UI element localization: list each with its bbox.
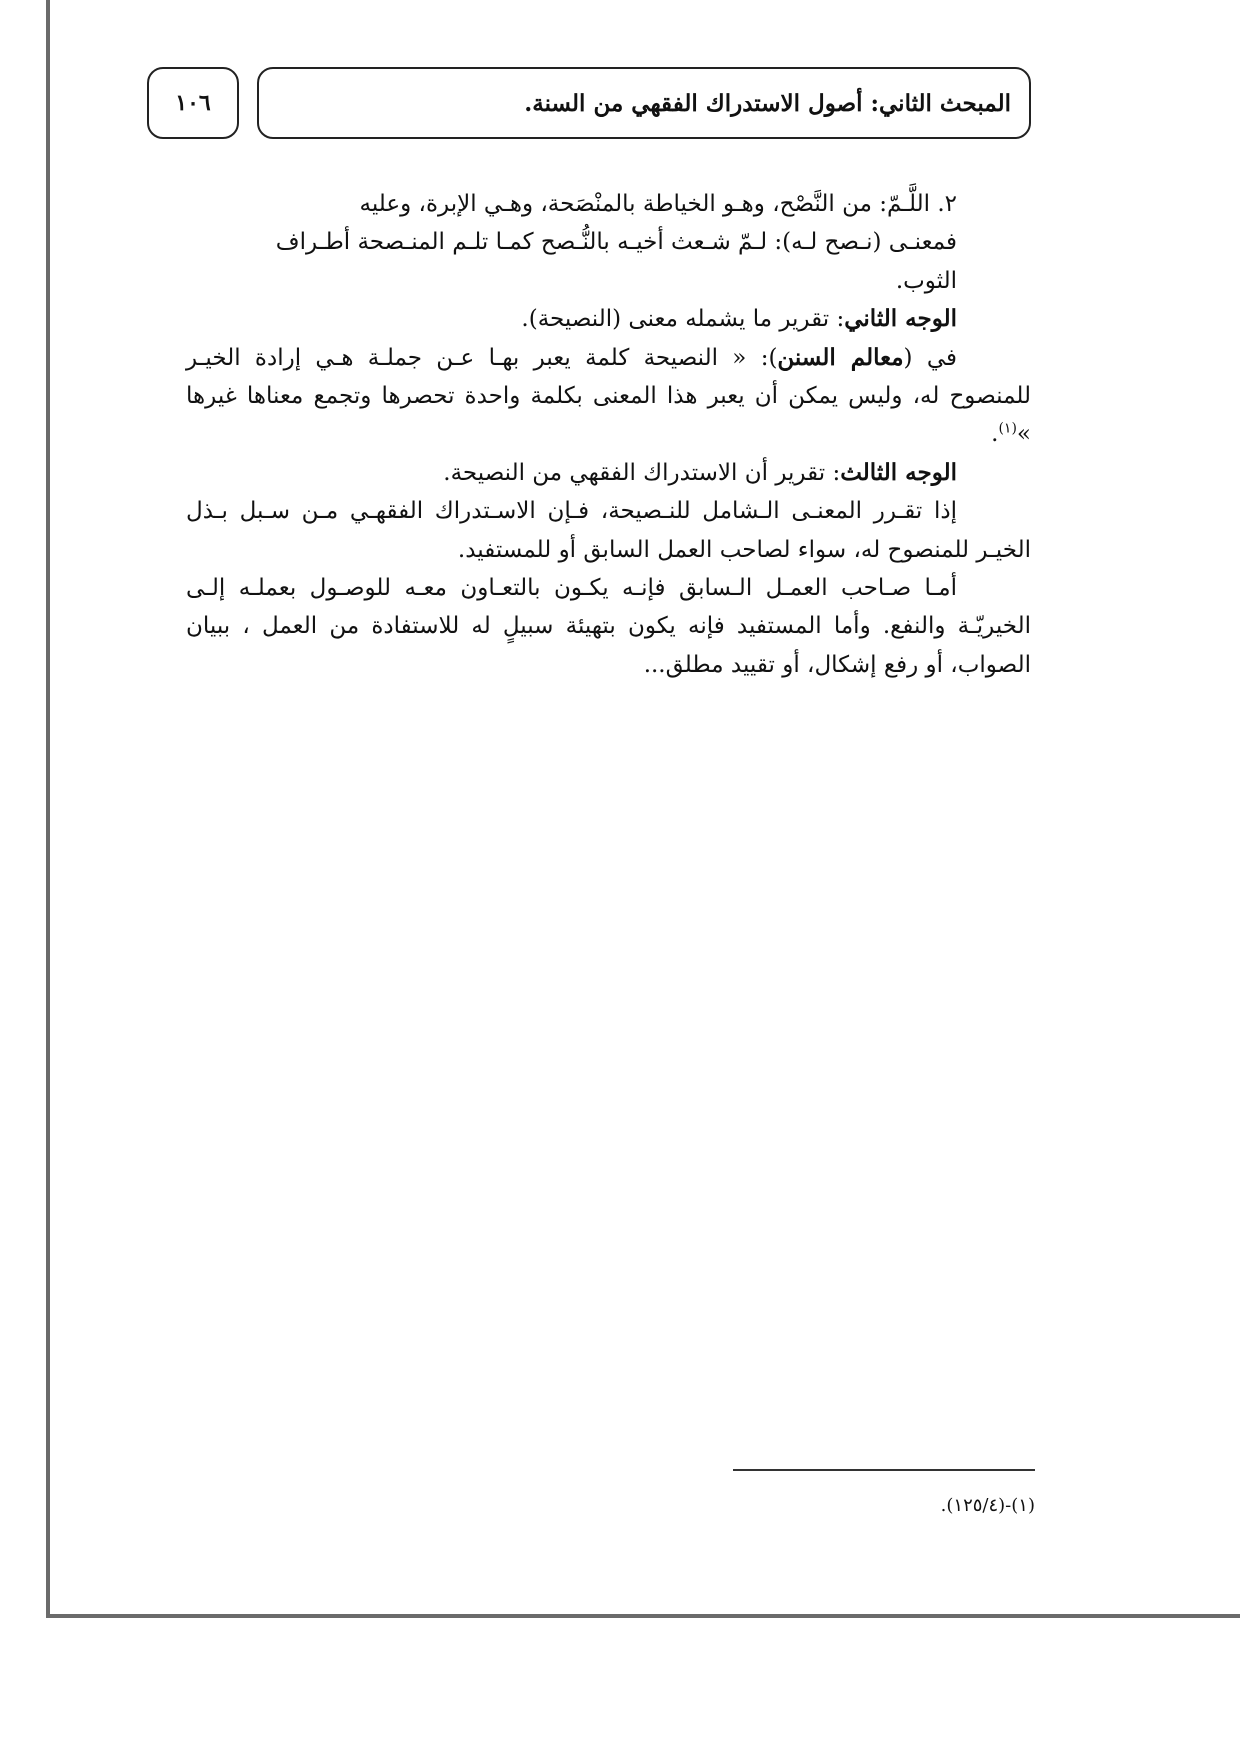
page-number: ١٠٦ (147, 67, 239, 139)
paragraph-3: إذا تقـرر المعنـى الـشامل للنـصيحة، فـإن الاسـتدراك الفقهـي مـن سـبل بـذل الخيـر للمنصوح له، سواء لصاحب العمل السابق أو للمستفيد. (186, 498, 1031, 563)
item-2-line-1: ٢. اللَّـمّ: من النَّصْح، وهـو الخياطة بالمنْصَحة، وهـي الإبرة، وعليه (359, 191, 957, 217)
page-frame-bottom (46, 1614, 1240, 1618)
section-2-heading (186, 300, 1031, 338)
main-text (186, 185, 1031, 684)
quote-text: ): « النصيحة كلمة يعبر بهـا عـن جملـة هـي إرادة الخيـر للمنصوح له، وليس يمكن أن يعبر هذا المعنى بكلمة واحدة تحصرها وتجمع معناها غيرها » (186, 344, 1031, 448)
section-3-rest: : تقرير أن الاستدراك الفقهي من النصيحة. (443, 459, 841, 486)
section-3-heading (186, 454, 1031, 492)
section-3-title: الوجه الثالث (840, 458, 957, 486)
page-frame-left (46, 0, 50, 1617)
paragraph-4: أمـا صـاحب العمـل الـسابق فإنـه يكـون بالتعـاون معـه للوصـول بعملـه إلـى الخيريّـة والنفع. وأما المستفيد فإنه يكون بتهيئة سبيلٍ له للاستفادة من العمل ، ببيان الصواب، أو رفع إشكال، أو تقييد مطلق... (186, 575, 1031, 678)
quote-paragraph (186, 339, 1031, 454)
item-2-line-3: الثوب. (895, 267, 957, 294)
quote-pre: في ( (903, 344, 957, 371)
footnote-1: (١)-(١٢٥/٤). (940, 1495, 1035, 1516)
footnote-ref[interactable]: (١) (998, 420, 1017, 437)
running-title: المبحث الثاني: أصول الاستدراك الفقهي من السنة. (257, 67, 1031, 139)
footnote-separator (733, 1469, 1035, 1471)
quote-end: . (991, 421, 999, 448)
section-2-title: الوجه الثاني (844, 305, 957, 333)
quote-source: معالم السنن (777, 343, 904, 371)
item-2-line-2: فمعنـى (نـصح لـه): لـمّ شـعث أخيـه بالنُّـصح كمـا تلـم المنـصحة أطـراف (275, 229, 957, 256)
section-2-rest: : تقرير ما يشمله معنى (النصيحة). (521, 306, 845, 333)
